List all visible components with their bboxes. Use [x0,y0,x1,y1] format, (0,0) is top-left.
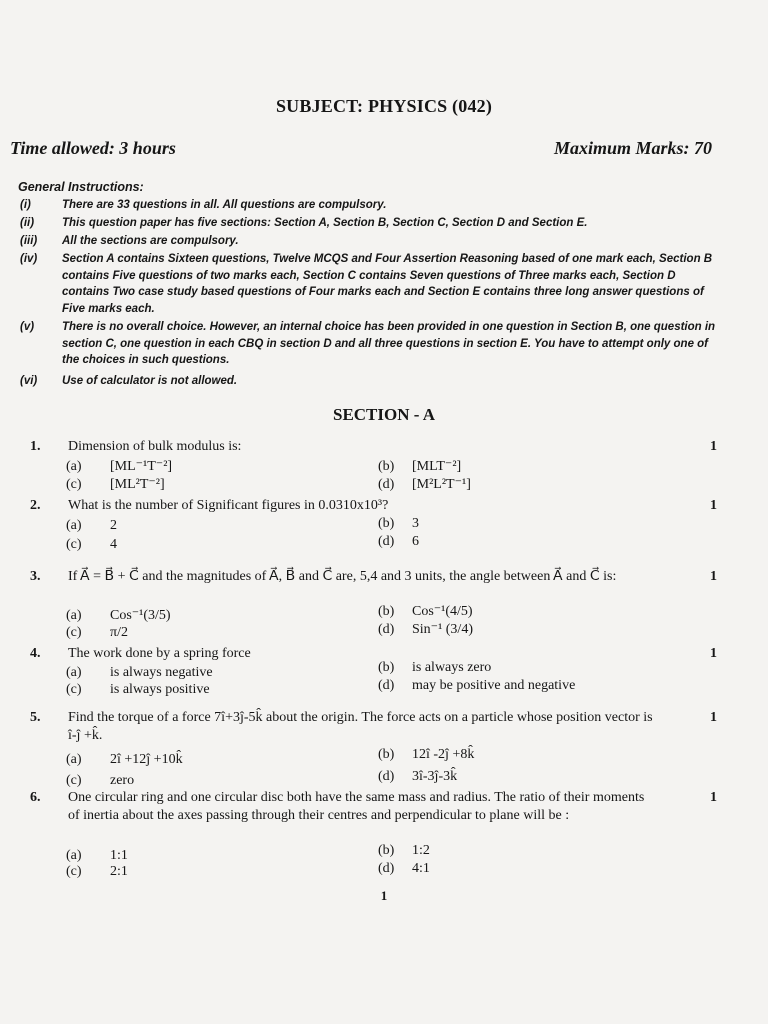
option-text: is always negative [110,665,213,680]
instruction-number: (iv) [20,253,38,265]
option-text: 4 [110,537,117,552]
instruction-item [20,197,720,214]
question-marks: 1 [710,790,717,805]
instruction-text: Use of calculator is not allowed. [62,375,238,387]
option-label: (c) [66,477,82,492]
instructions-heading: General Instructions: [18,180,144,194]
option-text: 3î-3ĵ-3k̂ [412,769,458,784]
option-b [378,603,473,620]
option-label: (b) [378,516,395,531]
option-label: (c) [66,682,82,697]
option-a [66,752,183,768]
option-text: 12î -2ĵ +8k̂ [412,747,475,762]
option-label: (a) [66,665,82,680]
option-text: zero [110,773,135,788]
option-text: [ML²T⁻²] [110,477,165,492]
option-label: (d) [378,769,395,784]
paper-title: SUBJECT: PHYSICS (042) [275,96,493,116]
option-label: (a) [66,608,82,623]
question-number: 4. [30,646,41,661]
option-text: Cos⁻¹(3/5) [110,608,171,623]
option-d [378,534,419,550]
question-text: The work done by a spring force [68,646,251,661]
option-label: (c) [66,864,82,879]
instruction-item [20,251,720,319]
option-label: (c) [66,537,82,552]
instruction-number: (i) [20,199,31,211]
option-text: 6 [412,534,419,549]
option-b [378,458,461,475]
instruction-text: Section A contains Sixteen questions, Twelve MCQS and Four Assertion Reasoning based of one mark each, Section B contains Five questions of two marks each, Section C contains Seven questions of Three marks each, Section D contains Two case study based questions of Four marks each and Section E contains three long answer questions of Five marks each. [62,253,713,315]
instruction-text: This question paper has five sections: Section A, Section B, Section C, Section D and Section E. [62,217,588,229]
option-label: (b) [378,843,395,858]
option-d [378,861,430,877]
option-b [378,660,491,676]
instruction-item [20,373,720,390]
option-text: [ML⁻¹T⁻²] [110,459,173,474]
instruction-number: (v) [20,321,35,333]
question-marks: 1 [710,646,717,661]
option-label: (a) [66,752,82,767]
option-label: (b) [378,747,395,762]
option-text: π/2 [110,625,128,640]
option-a [66,665,213,681]
option-c [66,864,128,880]
instruction-item [20,233,720,250]
instruction-number: (ii) [20,217,35,229]
option-d [378,621,473,638]
question-marks: 1 [710,498,717,513]
option-text: [MLT⁻²] [412,459,462,474]
option-text: 1:1 [110,848,128,863]
option-text: 2 [110,518,117,533]
option-label: (a) [66,459,82,474]
question-text: One circular ring and one circular disc both have the same mass and radius. The ratio of their moments of inertia about the axes passing through their centres and perpendicular to plane will be : [68,790,645,823]
instruction-number: (iii) [20,235,38,247]
option-text: 2:1 [110,864,128,879]
option-a [66,458,172,475]
question-marks: 1 [710,569,717,584]
option-text: Cos⁻¹(4/5) [412,604,473,619]
option-text: is always zero [412,660,492,675]
instruction-number: (vi) [20,375,38,387]
question-number: 1. [30,439,41,454]
option-text: 3 [412,516,419,531]
option-a [66,607,171,624]
maximum-marks: Maximum Marks: 70 [553,138,712,158]
option-text: 2î +12ĵ +10k̂ [110,752,183,767]
section-title: SECTION - A [332,405,436,424]
page-number: 1 [380,888,388,903]
instruction-text: There is no overall choice. However, an internal choice has been provided in one question in Section B, one question in section C, one question in each CBQ in section D and all three questions in section E. You have to attempt only one of the choices in such questions. [62,321,716,366]
question-number: 6. [30,790,41,805]
question-text: If A⃗ = B⃗ + C⃗ and the magnitudes of A⃗, B⃗ and C⃗ are, 5,4 and 3 units, the angle between A⃗ and C⃗ is: [68,569,617,584]
option-b [378,747,474,763]
option-c [66,625,128,641]
option-c [66,682,210,698]
option-a [66,848,128,864]
question-marks: 1 [710,710,717,725]
option-text: may be positive and negative [412,678,576,693]
option-label: (a) [66,848,82,863]
option-label: (c) [66,625,82,640]
question-number: 2. [30,498,41,513]
option-label: (b) [378,459,395,474]
option-text: is always positive [110,682,210,697]
option-c [66,476,165,493]
option-text: 1:2 [412,843,430,858]
question-text: Find the torque of a force 7î+3ĵ-5k̂ about the origin. The force acts on a particle whose position vector is î-ĵ +k̂. [68,710,653,743]
option-d [378,678,575,694]
option-label: (b) [378,604,395,619]
option-b [378,843,430,859]
option-label: (d) [378,477,395,492]
option-c [66,773,134,789]
instruction-item [20,215,720,232]
option-label: (d) [378,534,395,549]
option-label: (d) [378,861,395,876]
option-d [378,476,471,493]
question-number: 3. [30,569,41,584]
time-allowed: Time allowed: 3 hours [10,138,176,158]
option-text: 4:1 [412,861,430,876]
option-c [66,537,117,553]
option-a [66,518,117,534]
option-b [378,516,419,532]
option-text: [M²L²T⁻¹] [412,477,471,492]
option-label: (d) [378,622,395,637]
option-label: (c) [66,773,82,788]
option-label: (d) [378,678,395,693]
question-marks: 1 [710,439,717,454]
question-text: What is the number of Significant figures in 0.0310x10³? [68,498,389,513]
option-d [378,769,457,785]
question-number: 5. [30,710,41,725]
option-label: (b) [378,660,395,675]
question-text: Dimension of bulk modulus is: [68,439,242,454]
option-text: Sin⁻¹ (3/4) [412,622,473,637]
option-label: (a) [66,518,82,533]
instruction-text: There are 33 questions in all. All questions are compulsory. [62,199,387,211]
instruction-text: All the sections are compulsory. [62,235,239,247]
instruction-item [20,319,720,371]
